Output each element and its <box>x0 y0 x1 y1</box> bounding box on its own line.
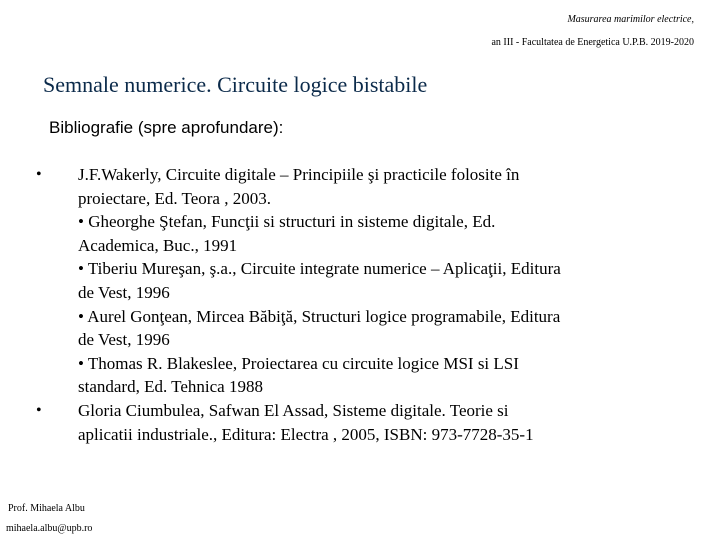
bibliography-item <box>36 163 676 399</box>
bibliography-line: • Aurel Gonţean, Mircea Băbiţă, Structuri logice programabile, Editura <box>78 306 561 326</box>
slide-subtitle: Bibliografie (spre aprofundare): <box>49 118 284 137</box>
footer-author: Prof. Mihaela Albu <box>8 503 85 514</box>
bibliography-line: • Tiberiu Mureşan, ş.a., Circuite integrate numerice – Aplicaţii, Editura <box>78 259 561 279</box>
slide-title: Semnale numerice. Circuite logice bistabile <box>43 72 428 97</box>
bibliography-item <box>36 399 676 446</box>
footer-email: mihaela.albu@upb.ro <box>6 523 93 534</box>
bibliography-line: Gloria Ciumbulea, Safwan El Assad, Sisteme digitale. Teorie si <box>78 400 509 420</box>
bibliography-list <box>36 163 676 446</box>
bibliography-line: de Vest, 1996 <box>78 330 170 350</box>
bibliography-line: J.F.Wakerly, Circuite digitale – Principiile şi practicile folosite în <box>78 165 520 184</box>
bibliography-line: • Thomas R. Blakeslee, Proiectarea cu circuite logice MSI si LSI <box>78 353 519 373</box>
header-faculty: an III - Facultatea de Energetica U.P.B. 2019-2020 <box>491 37 694 48</box>
bullet-marker: • <box>36 166 42 183</box>
bibliography-line: • Gheorghe Ştefan, Funcţii si structuri in sisteme digitale, Ed. <box>78 212 496 232</box>
bibliography-line: Academica, Buc., 1991 <box>78 235 238 255</box>
bullet-marker: • <box>36 401 42 419</box>
bibliography-line: standard, Ed. Tehnica 1988 <box>78 377 263 397</box>
bibliography-line: aplicatii industriale., Editura: Electra , 2005, ISBN: 973-7728-35-1 <box>78 424 534 444</box>
header-course: Masurarea marimilor electrice, <box>567 14 694 25</box>
bibliography-line: proiectare, Ed. Teora , 2003. <box>78 188 271 208</box>
bibliography-line: de Vest, 1996 <box>78 282 170 302</box>
